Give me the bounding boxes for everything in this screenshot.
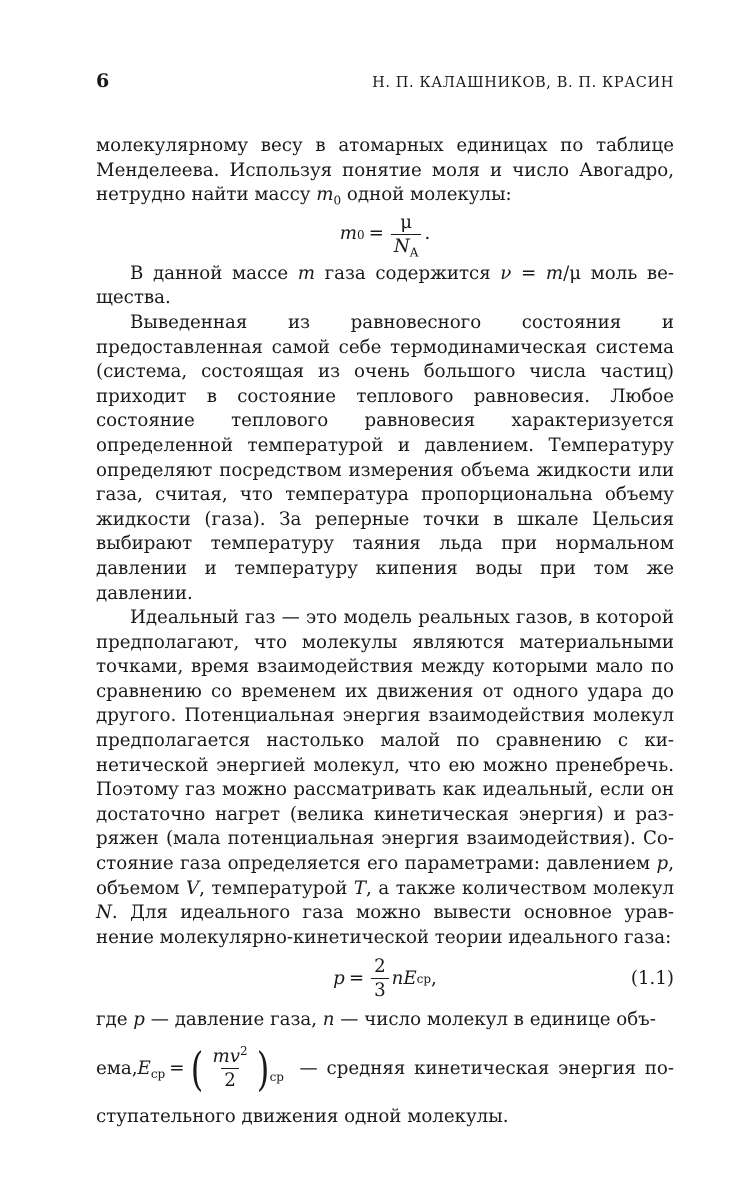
- para4-t2: , объемом: [96, 853, 674, 899]
- paragraph-2: [96, 262, 674, 311]
- eq-m0-period: .: [424, 223, 431, 245]
- equation-number: (1.1): [630, 968, 674, 990]
- para2-t3: =: [511, 262, 546, 284]
- equation-m0: m 0 = $\frac{\mu}{N_A}$ .: [339, 211, 431, 260]
- eq11-lhs-p: p: [333, 968, 345, 990]
- para5-var-n: n: [322, 1009, 335, 1031]
- page-number: 6: [96, 70, 110, 92]
- paragraph-7: ступательного движения одной молекулы.: [96, 1106, 509, 1127]
- para2-line2: щества.: [96, 287, 171, 309]
- para2-var-m2: m: [545, 262, 564, 284]
- para5-t1: где: [96, 1009, 134, 1031]
- eq-m0-equals: =: [368, 223, 384, 245]
- para6-var-E: E: [137, 1057, 151, 1079]
- para6-num-m: m: [212, 1046, 230, 1067]
- paragraph-4: [96, 606, 674, 950]
- body-text: [96, 134, 674, 1130]
- eq-m0-fraction: [391, 211, 422, 260]
- para6-paren-sub: ср: [269, 1070, 284, 1085]
- paragraph-6: [96, 1033, 674, 1105]
- left-paren: (: [191, 1042, 204, 1096]
- para4-var-p: p: [656, 853, 669, 875]
- eq-m0-den-sub: A: [409, 245, 419, 260]
- para4-t1: Идеальный газ — это модель реальных газов, в которой предполагают, что молекулы являются материальными точками, время взаимодействия между которыми мало по сравнению со временем их движения от одного удара до другого. Потенциальная энергия взаимодействия молекул предполагается настолько малой по сравнению с кинетической энергией молекул, что ею можно пренебречь. Поэтому газ можно рассматривать как идеальный, если он достаточно нагрет (велика кинетическая энергия) и разряжен (мала потенциальная энергия взаимодействия). Состояние газа определяется его параметрами: давлением: [96, 607, 674, 875]
- para6-num-v: v: [229, 1046, 240, 1067]
- eq11-equals: =: [348, 968, 365, 990]
- para4-t5: . Для идеального газа можно вывести основное уравнение молекулярно-кинетической теории идеального газа:: [96, 902, 674, 948]
- eq11-var-E: E: [403, 968, 417, 990]
- para4-t4: , а также количеством молекул: [366, 877, 674, 899]
- para2-t4: /μ моль ве-: [563, 262, 674, 284]
- eq-m0-denominator: [391, 234, 422, 260]
- para2-var-nu: ν: [500, 262, 512, 284]
- para6-left: ема, E ср = ( $\frac{mv^2}{2}$ ) ср: [96, 1042, 284, 1096]
- page-header: [96, 70, 674, 100]
- para6-equals: =: [169, 1057, 185, 1079]
- eq11-denominator: 3: [371, 978, 389, 1001]
- eq11-comma: ,: [431, 968, 437, 990]
- para6-t2: — средняя кинетическая энергия по-: [299, 1057, 674, 1079]
- eq-m0-den-N: N: [393, 235, 410, 257]
- eq11-fraction: [371, 957, 389, 1001]
- paragraph-3: Выведенная из равновесного состояния и предоставленная самой себе термодинамическая система (система, состоящая из очень большого числа частиц) приходит в состояние теплового равновесия. Любое состояние теплового равновесия характеризуется определенной температурой и давлением. Температуру определяют посредством измерения объема жидкости или газа, считая, что температура пропорциональна объему жидкости (газа). За реперные точки в шкале Цельсия выбирают температуру таяния льда при нормальном давлении и температуру кипения воды при том же давлении.: [96, 311, 674, 604]
- para6-num-sup: 2: [239, 1043, 248, 1058]
- var-m: m: [316, 184, 334, 206]
- eq-m0-lhs: m: [339, 223, 357, 245]
- para4-var-N: N: [96, 902, 112, 924]
- para5-t3: — число молекул в единице объ-: [334, 1009, 656, 1031]
- right-paren: ): [256, 1042, 269, 1096]
- sub-0: 0: [333, 193, 342, 208]
- eq11-numerator: 2: [374, 956, 386, 978]
- eq-m0-numerator: μ: [400, 211, 413, 233]
- para2-t1: В данной массе: [130, 262, 298, 284]
- running-head-authors: Н. П. КАЛАШНИКОВ, В. П. КРАСИН: [372, 75, 674, 91]
- para4-t3: , температурой: [199, 877, 354, 899]
- para1-line3-pre: нетрудно найти массу: [96, 184, 317, 206]
- para1-line1: молекулярному весу в атомарных единицах по таблице: [96, 135, 674, 156]
- para6-denominator: 2: [221, 1068, 239, 1091]
- para6-numerator: [209, 1043, 250, 1068]
- para5-t2: — давление газа,: [144, 1009, 323, 1031]
- para2-t2: газа содержится: [314, 262, 501, 284]
- para5-var-p: p: [133, 1009, 145, 1031]
- paragraph-5: [96, 1008, 674, 1033]
- para6-t1: ема,: [96, 1057, 138, 1079]
- para4-var-V: V: [186, 877, 200, 899]
- eq11-var-n: n: [391, 968, 404, 990]
- para1-line2: Менделеева. Используя понятие моля и число Авогадро,: [96, 159, 674, 181]
- equation-1-1: p = $\frac{2}{3}$ n E ср , (1.1): [96, 950, 674, 1008]
- para4-var-T: T: [353, 877, 367, 899]
- paragraph-1: [96, 134, 674, 208]
- para2-var-m: m: [297, 262, 315, 284]
- para6-fraction: [209, 1043, 250, 1091]
- para1-line3-post: одной молекулы:: [341, 184, 512, 206]
- book-page: [96, 70, 674, 1130]
